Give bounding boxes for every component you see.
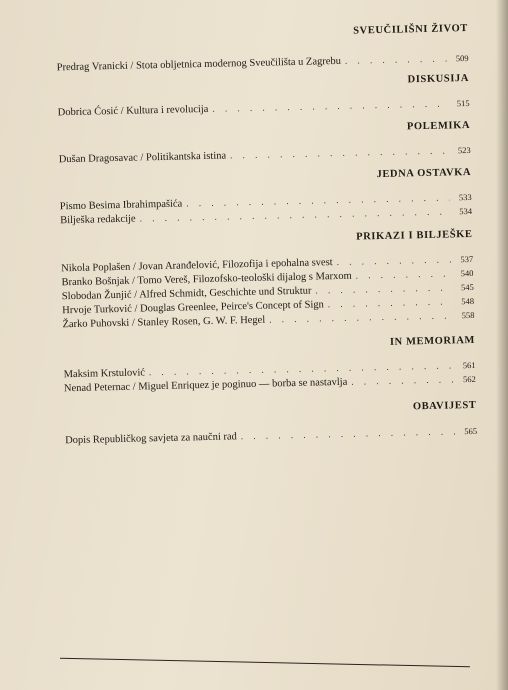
entry-title: Žarko Puhovski / Stanley Rosen, G. W. F. Hegel: [62, 314, 266, 331]
leader-dots: [186, 192, 450, 208]
page-number: 561: [462, 359, 476, 371]
page-number: 545: [460, 281, 474, 293]
leader-dots: [315, 282, 452, 295]
page-number: 515: [456, 97, 470, 109]
entry-title: Nenad Peternac / Miguel Enriquez je poginuo — borba se nastavlja: [63, 376, 348, 395]
leader-dots: [230, 145, 449, 160]
leader-dots: [345, 53, 447, 65]
entry-title: Branko Bošnjak / Tomo Vereš, Filozofsko-teološki dijalog s Marxom: [61, 270, 352, 289]
leader-dots: [328, 296, 452, 309]
page-number: 548: [461, 295, 475, 307]
page-number: 533: [458, 191, 472, 203]
section-heading: IN MEMORIAM: [389, 334, 476, 348]
toc-entry: [57, 53, 469, 73]
toc-entry: [65, 426, 477, 446]
page-edge-shadow: [496, 0, 508, 690]
page-number: 534: [459, 205, 473, 217]
entry-title: Dušan Dragosavac / Politikantska istina: [58, 150, 227, 166]
section-heading: POLEMIKA: [406, 119, 471, 133]
toc-entry: [58, 98, 470, 118]
entry-title: Bilješka redakcije: [60, 213, 136, 227]
entry-title: Hrvoje Turković / Douglas Greenlee, Peirce's Concept of Sign: [62, 299, 324, 317]
leader-dots: [241, 426, 455, 441]
page-number: 540: [460, 267, 474, 279]
page-number: 523: [457, 144, 471, 156]
entry-title: Dobrica Ćosić / Kultura i revolucija: [57, 103, 209, 119]
leader-dots: [356, 268, 452, 280]
page-number: 562: [462, 373, 476, 385]
entry-title: Dopis Republičkog savjeta za naučni rad: [65, 431, 237, 447]
leader-dots: [351, 374, 454, 386]
leader-dots: [212, 98, 447, 113]
section-heading: PRIKAZI I BILJEŠKE: [356, 228, 473, 243]
entry-title: Slobodan Žunjić / Alfred Schmidt, Geschichte und Struktur: [61, 285, 312, 303]
leader-dots: [337, 254, 452, 267]
toc-entry: [59, 145, 471, 165]
section-heading: JEDNA OSTAVKA: [376, 166, 472, 181]
entry-title: Predrag Vranicki / Stota obljetnica modernog Sveučilišta u Zagrebu: [56, 55, 342, 74]
page-number: 537: [460, 253, 474, 265]
entry-title: Pismo Besima Ibrahimpašića: [59, 198, 183, 213]
page-number: 565: [464, 425, 478, 437]
page-number: 509: [455, 52, 469, 64]
leader-dots: [269, 310, 452, 324]
entry-title: Maksim Krstulović: [63, 367, 146, 381]
page-number: 558: [461, 309, 475, 321]
entry-title: Nikola Poplašen / Jovan Aranđelović, Filozofija i epohalna svest: [61, 257, 333, 275]
section-heading: OBAVIJEST: [412, 399, 477, 413]
section-heading: SVEUČILIŠNI ŽIVOT: [353, 22, 469, 37]
section-heading: DISKUSIJA: [407, 72, 470, 86]
